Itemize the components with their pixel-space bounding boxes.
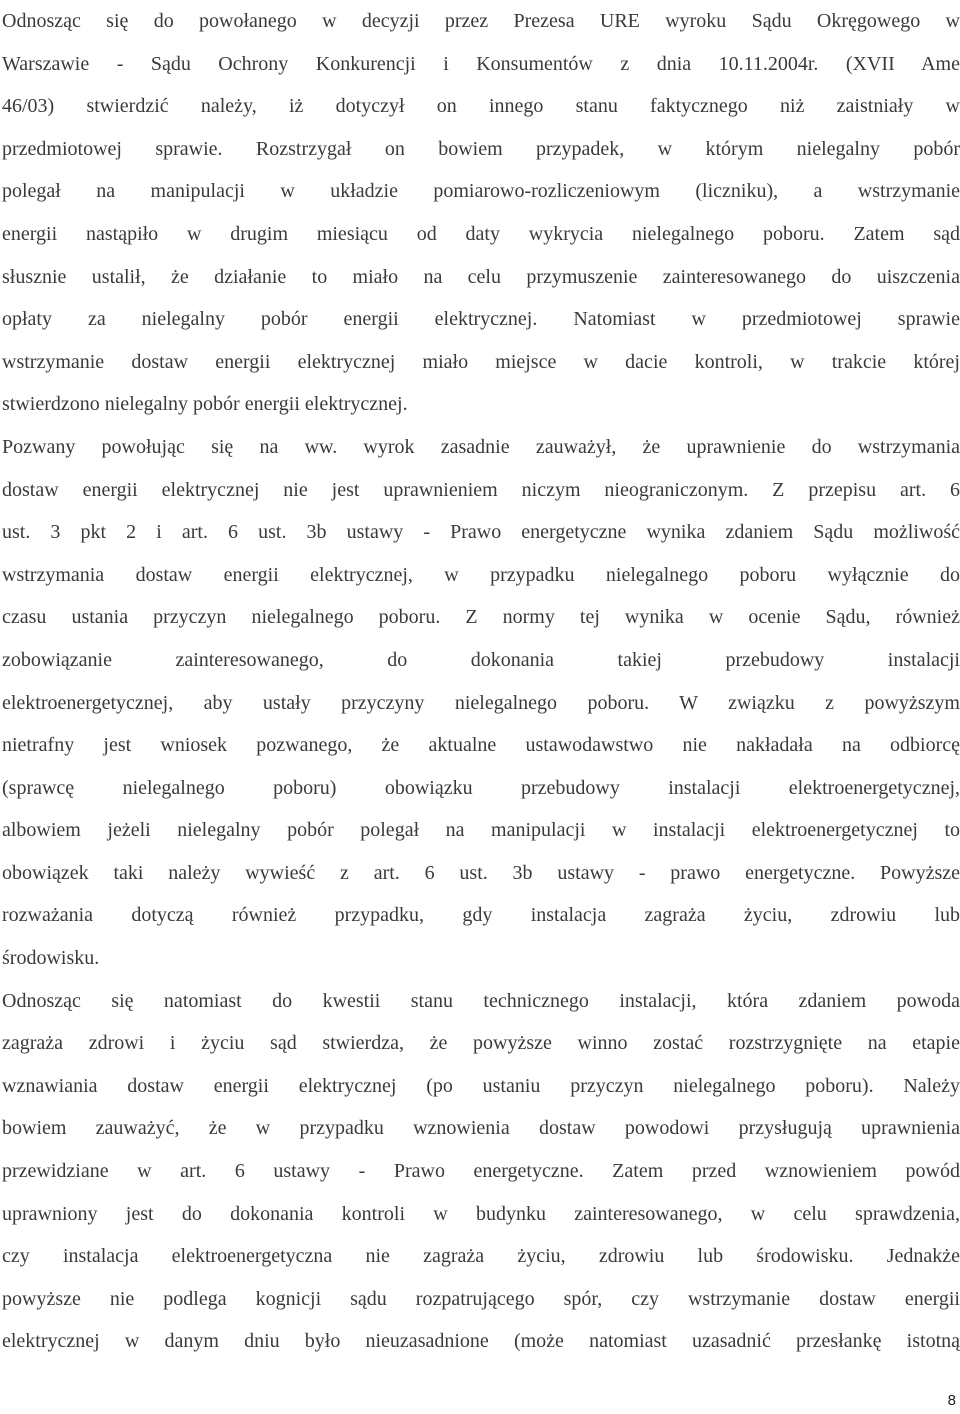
text-line: dostaw energii elektrycznej nie jest uprawnieniem niczym nieograniczonym. Z przepisu art. 6 [2, 478, 960, 501]
text-line: elektroenergetycznej, aby ustały przyczyny nielegalnego poboru. W związku z powyższym [2, 691, 960, 714]
text-line: 46/03) stwierdzić należy, iż dotyczył on innego stanu faktycznego niż zaistniały w [2, 95, 960, 118]
text-line: obowiązek taki należy wywieść z art. 6 ust. 3b ustawy - prawo energetyczne. Powyższe [2, 861, 960, 884]
text-line: rozważania dotyczą również przypadku, gdy instalacja zagraża życiu, zdrowiu lub [2, 904, 960, 927]
text-line: opłaty za nielegalny pobór energii elektrycznej. Natomiast w przedmiotowej sprawie [2, 308, 960, 331]
text-line: Odnosząc się do powołanego w decyzji przez Prezesa URE wyroku Sądu Okręgowego w [2, 10, 960, 32]
text-line: bowiem zauważyć, że w przypadku wznowienia dostaw powodowi przysługują uprawnienia [2, 1117, 960, 1140]
paragraph-2 [2, 426, 960, 980]
text-line: albowiem jeżeli nielegalny pobór polegał na manipulacji w instalacji elektroenergetycznej to [2, 819, 960, 842]
text-line: (sprawcę nielegalnego poboru) obowiązku przebudowy instalacji elektroenergetycznej, [2, 776, 960, 799]
text-line: przedmiotowej sprawie. Rozstrzygał on bowiem przypadek, w którym nielegalny pobór [2, 137, 960, 160]
text-line: środowisku. [2, 947, 100, 970]
text-line: powyższe nie podlega kognicji sądu rozpatrującego spór, czy wstrzymanie dostaw energii [2, 1287, 960, 1310]
text-line: Odnosząc się natomiast do kwestii stanu technicznego instalacji, która zdaniem powoda [2, 989, 960, 1012]
text-line: ust. 3 pkt 2 i art. 6 ust. 3b ustawy - Prawo energetyczne wynika zdaniem Sądu możliwość [2, 521, 960, 544]
text-line: Pozwany powołując się na ww. wyrok zasadnie zauważył, że uprawnienie do wstrzymania [2, 435, 960, 458]
text-line: Warszawie - Sądu Ochrony Konkurencji i Konsumentów z dnia 10.11.2004r. (XVII Ame [2, 52, 960, 75]
text-line: uprawniony jest do dokonania kontroli w budynku zainteresowanego, w celu sprawdzenia, [2, 1202, 960, 1225]
page-number: 8 [947, 1392, 956, 1409]
text-line: energii nastąpiło w drugim miesiącu od daty wykrycia nielegalnego poboru. Zatem sąd [2, 222, 960, 245]
document-body [2, 0, 960, 1363]
text-line: nietrafny jest wniosek pozwanego, że aktualne ustawodawstwo nie nakładała na odbiorcę [2, 734, 960, 757]
text-line: słusznie ustalił, że działanie to miało na celu przymuszenie zainteresowanego do uiszczenia [2, 265, 960, 288]
paragraph-3 [2, 980, 960, 1363]
text-line: elektrycznej w danym dniu było nieuzasadnione (może natomiast uzasadnić przesłankę istotną [2, 1330, 960, 1353]
paragraph-1 [2, 0, 960, 426]
text-line: czy instalacja elektroenergetyczna nie zagraża życiu, zdrowiu lub środowisku. Jednakże [2, 1245, 960, 1268]
text-line: zobowiązanie zainteresowanego, do dokonania takiej przebudowy instalacji [2, 648, 960, 671]
text-line: polegał na manipulacji w układzie pomiarowo-rozliczeniowym (liczniku), a wstrzymanie [2, 180, 960, 203]
text-line: wznawiania dostaw energii elektrycznej (po ustaniu przyczyn nielegalnego poboru). Należy [2, 1074, 960, 1097]
text-line: wstrzymanie dostaw energii elektrycznej miało miejsce w dacie kontroli, w trakcie której [2, 350, 960, 373]
text-line: czasu ustania przyczyn nielegalnego poboru. Z normy tej wynika w ocenie Sądu, również [2, 606, 960, 629]
text-line: stwierdzono nielegalny pobór energii elektrycznej. [2, 393, 408, 416]
text-line: zagraża zdrowi i życiu sąd stwierdza, że powyższe winno zostać rozstrzygnięte na etapie [2, 1032, 960, 1055]
text-line: przewidziane w art. 6 ustawy - Prawo energetyczne. Zatem przed wznowieniem powód [2, 1160, 960, 1183]
text-line: wstrzymania dostaw energii elektrycznej, w przypadku nielegalnego poboru wyłącznie do [2, 563, 960, 586]
